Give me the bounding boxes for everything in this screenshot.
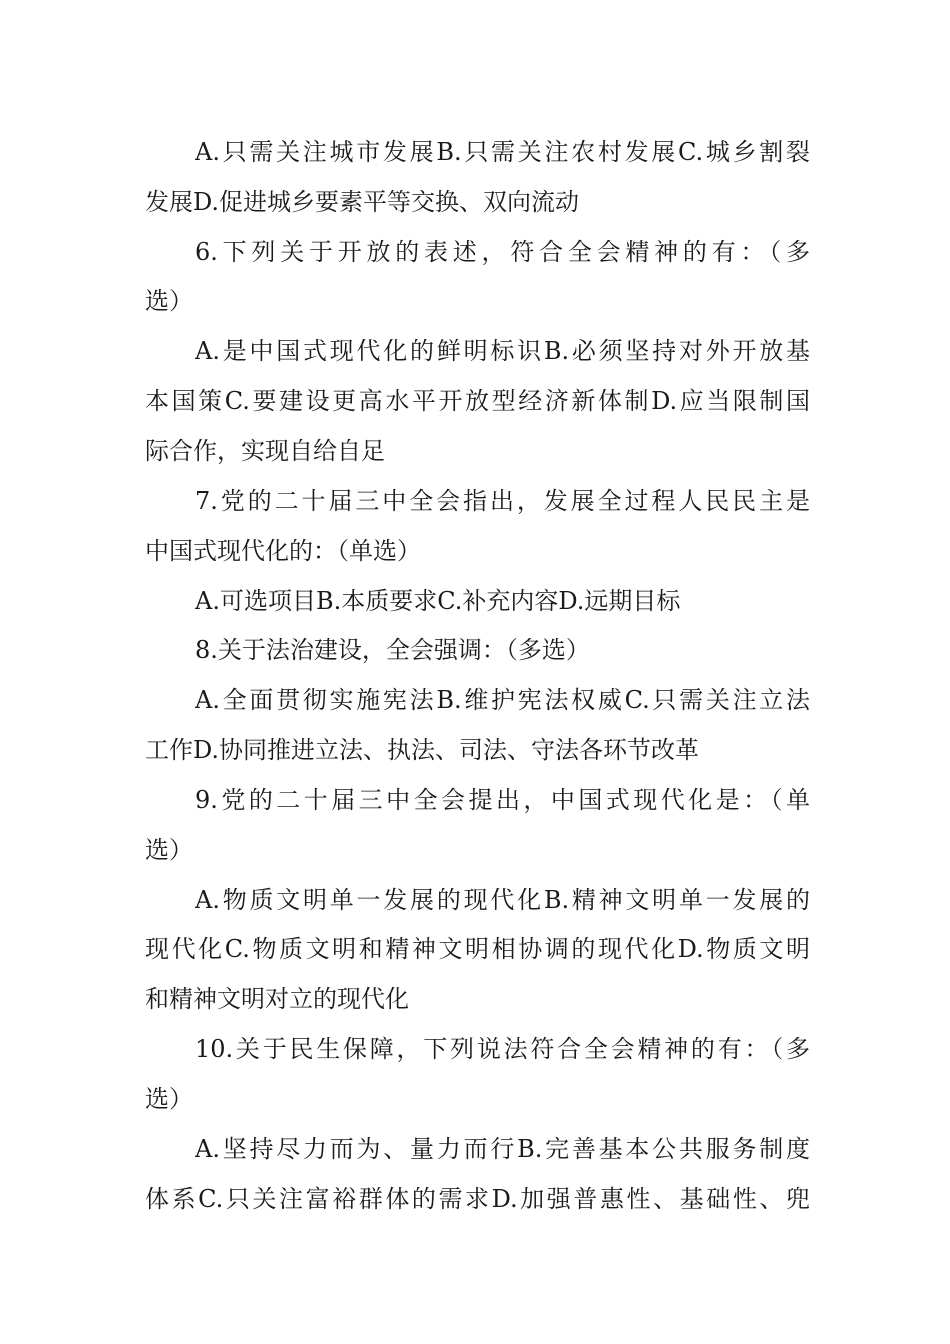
option-line: A.是中国式现代化的鲜明标识B.必须坚持对外开放基 (195, 337, 810, 365)
option-line: 现代化C.物质文明和精神文明相协调的现代化D.物质文明 (145, 935, 810, 963)
option-line: 发展D.促进城乡要素平等交换、双向流动 (145, 188, 580, 216)
question-line: 6.下列关于开放的表述，符合全会精神的有：（多 (195, 238, 810, 266)
option-line: 和精神文明对立的现代化 (145, 985, 409, 1013)
option-line: A.坚持尽力而为、量力而行B.完善基本公共服务制度 (195, 1135, 810, 1163)
option-line: A.物质文明单一发展的现代化B.精神文明单一发展的 (195, 886, 810, 914)
question-line: 中国式现代化的：（单选） (145, 537, 421, 565)
question-line: 10.关于民生保障，下列说法符合全会精神的有：（多 (195, 1035, 810, 1063)
option-line: 体系C.只关注富裕群体的需求D.加强普惠性、基础性、兜 (145, 1185, 810, 1213)
option-line: A.只需关注城市发展B.只需关注农村发展C.城乡割裂 (195, 138, 810, 166)
option-line: A.可选项目B.本质要求C.补充内容D.远期目标 (195, 587, 681, 615)
question-line: 7.党的二十届三中全会指出，发展全过程人民民主是 (195, 487, 810, 515)
option-line: 本国策C.要建设更高水平开放型经济新体制D.应当限制国 (145, 387, 810, 415)
question-line: 选） (145, 1085, 193, 1113)
option-line: 工作D.协同推进立法、执法、司法、守法各环节改革 (145, 736, 700, 764)
option-line: 际合作，实现自给自足 (145, 437, 385, 465)
question-line: 9.党的二十届三中全会提出，中国式现代化是：（单 (195, 786, 810, 814)
question-line: 选） (145, 287, 193, 315)
question-line: 选） (145, 836, 193, 864)
option-line: A.全面贯彻实施宪法B.维护宪法权威C.只需关注立法 (195, 686, 810, 714)
question-line: 8.关于法治建设，全会强调：（多选） (195, 636, 590, 664)
